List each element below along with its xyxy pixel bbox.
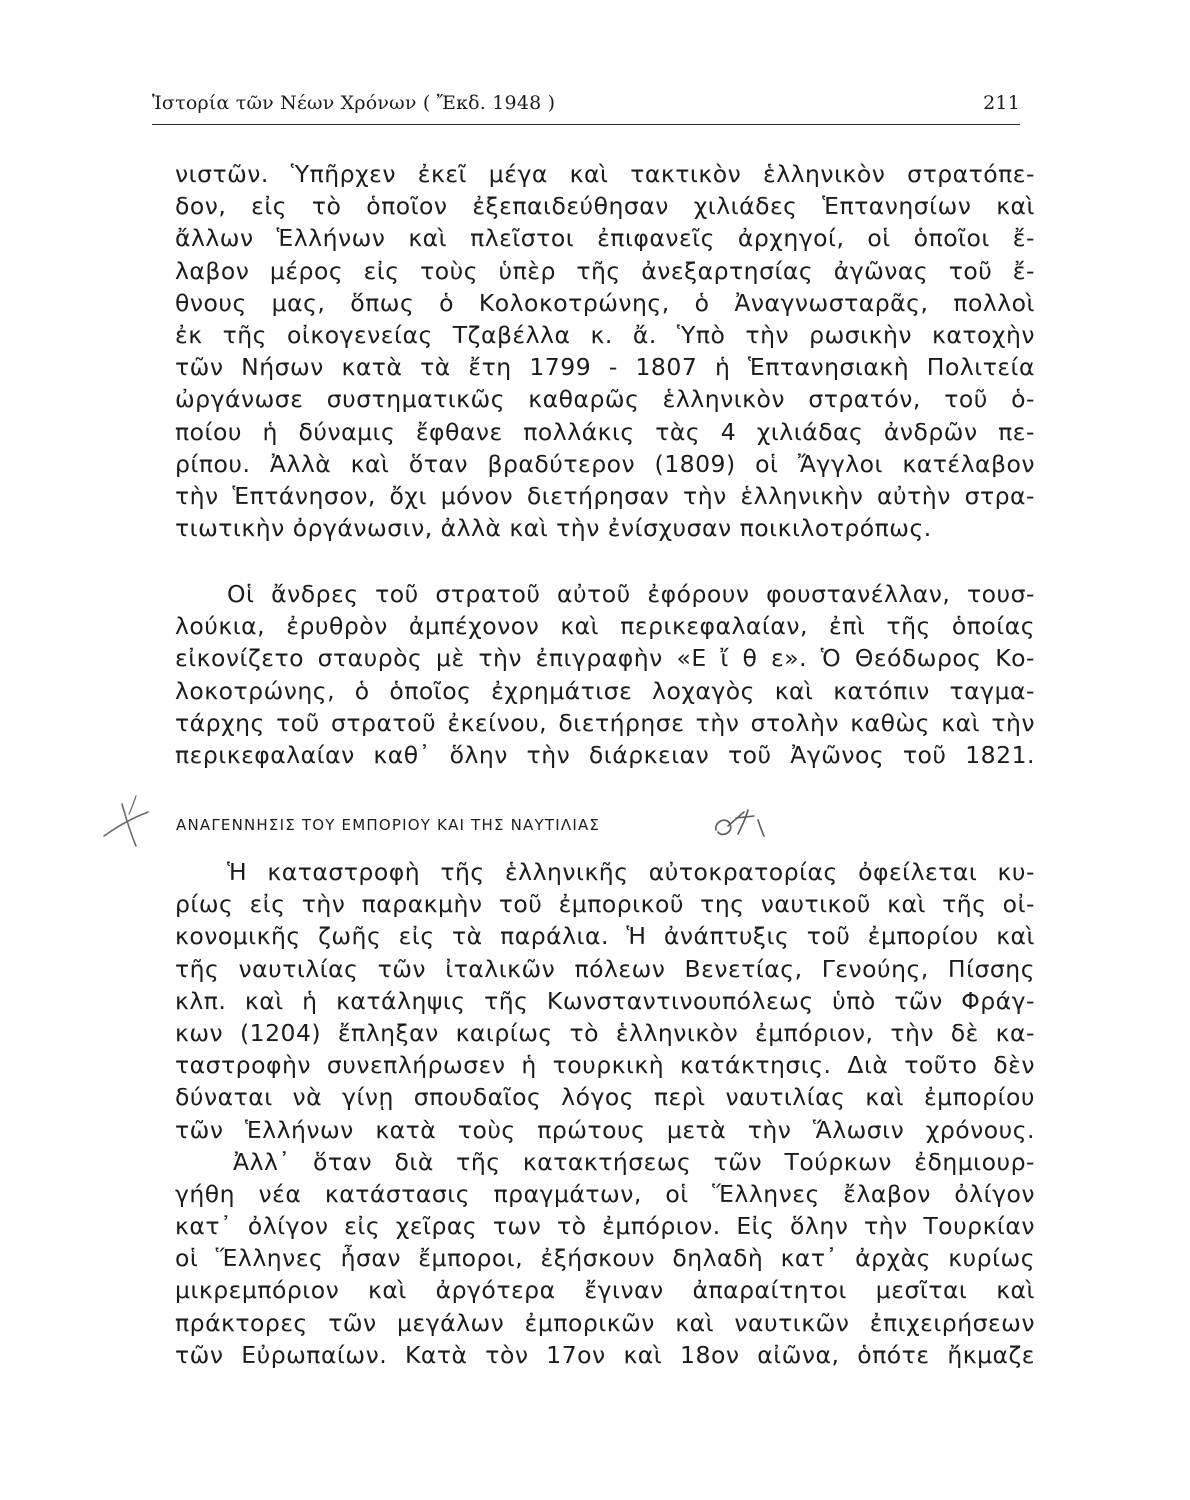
text-line: μικρεμπόριον καὶ ἀργότερα ἔγιναν ἀπαραίτητοι μεσῖται καὶ [175,1276,1035,1305]
text-line: θνους μας, ὅπως ὁ Κολοκοτρώνης, ὁ Ἀναγνωσταρᾶς, πολλοὶ [175,288,1035,317]
text-line: οἱ Ἕλληνες ἦσαν ἔμποροι, ἐξήσκουν δηλαδὴ κατ᾿ ἀρχὰς κυρίως [175,1244,1035,1273]
text-line: εἰκονίζετο σταυρὸς μὲ τὴν ἐπιγραφὴν «Ε ἴ θ ε». Ὁ Θεόδωρος Κο- [175,644,1035,673]
text-line: Ἡ καταστροφὴ τῆς ἑλληνικῆς αὐτοκρατορίας ὀφείλεται κυ- [227,858,1035,886]
text-line: τῶν Νήσων κατὰ τὰ ἔτη 1799 - 1807 ἡ Ἑπτανησιακὴ Πολιτεία [175,353,1035,382]
text-line: τὴν Ἑπτάνησον, ὄχι μόνον διετήρησαν τὴν ἑλληνικὴν αὐτὴν στρα- [175,481,1035,510]
text-line: πράκτορες τῶν μεγάλων ἐμπορικῶν καὶ ναυτικῶν ἐπιχειρήσεων [175,1308,1035,1337]
running-header [152,92,1020,118]
page-number: 211 [983,92,1020,114]
text-line: τιωτικὴν ὀργάνωσιν, ἀλλὰ καὶ τὴν ἐνίσχυσαν ποικιλοτρόπως. [175,514,932,543]
text-line: τῆς ναυτιλίας τῶν ἰταλικῶν πόλεων Βενετίας, Γενούης, Πίσσης [175,954,1035,983]
handwritten-cross-mark [96,792,156,852]
text-line: τάρχης τοῦ στρατοῦ ἐκείνου, διετήρησε τὴν στολὴν καθὼς καὶ τὴν [175,708,1035,737]
text-line: λοκοτρώνης, ὁ ὁποῖος ἐχρημάτισε λοχαγὸς καὶ κατόπιν ταγμα- [175,676,1035,705]
text-line: τῶν Ἑλλήνων κατὰ τοὺς πρώτους μετὰ τὴν Ἅλωσιν χρόνους. [175,1115,1035,1144]
text-line: κατ᾿ ὀλίγον εἰς χεῖρας των τὸ ἐμπόριον. Εἰς ὅλην τὴν Τουρκίαν [175,1212,1035,1241]
text-line: δον, εἰς τὸ ὁποῖον ἐξεπαιδεύθησαν χιλιάδες Ἑπτανησίων καὶ [175,192,1035,221]
text-line: κονομικῆς ζωῆς εἰς τὰ παράλια. Ἡ ἀνάπτυξις τοῦ ἐμπορίου καὶ [175,922,1035,951]
text-line: ὠργάνωσε συστηματικῶς καθαρῶς ἑλληνικὸν στρατόν, τοῦ ὁ- [175,385,1035,414]
text-line: δύναται νὰ γίνῃ σπουδαῖος λόγος περὶ ναυτιλίας καὶ ἐμπορίου [175,1083,1035,1112]
text-line: λαβον μέρος εἰς τοὺς ὑπὲρ τῆς ἀνεξαρτησίας ἀγῶνας τοῦ ἔ- [175,256,1035,285]
text-line: κων (1204) ἔπληξαν καιρίως τὸ ἑλληνικὸν ἐμπόριον, τὴν δὲ κα- [175,1018,1035,1047]
text-line: Οἱ ἄνδρες τοῦ στρατοῦ αὐτοῦ ἐφόρουν φουστανέλλαν, τουσ- [227,580,1035,608]
header-title: Ἱστορία τῶν Νέων Χρόνων ( Ἔκδ. 1948 ) [152,92,556,114]
paragraph-2 [175,578,1035,771]
text-line: ρίως εἰς τὴν παρακμὴν τοῦ ἐμπορικοῦ της ναυτικοῦ καὶ τῆς οἰ- [175,890,1035,919]
text-line: περικεφαλαίαν καθ᾿ ὅλην τὴν διάρκειαν τοῦ Ἀγῶνος τοῦ 1821. [175,740,1035,769]
handwritten-note [712,804,772,844]
text-line: γήθη νέα κατάστασις πραγμάτων, οἱ Ἕλληνες ἔλαβον ὀλίγον [175,1179,1035,1208]
text-line: λούκια, ἐρυθρὸν ἀμπέχονον καὶ περικεφαλαίαν, ἐπὶ τῆς ὁποίας [175,612,1035,641]
section-heading: ΑΝΑΓΕΝΝΗΣΙΣ ΤΟΥ ΕΜΠΟΡΙΟΥ ΚΑΙ ΤΗΣ ΝΑΥΤΙΛΙΑΣ [176,816,601,834]
text-line: ταστροφὴν συνεπλήρωσεν ἡ τουρκικὴ κατάκτησις. Διὰ τοῦτο δὲν [175,1051,1035,1080]
paragraph-1 [175,158,1035,544]
header-rule [152,124,1020,125]
text-line: τῶν Εὐρωπαίων. Κατὰ τὸν 17ον καὶ 18ον αἰῶνα, ὁπότε ἤκμαζε [175,1340,1035,1369]
paragraph-3 [175,856,1035,1371]
handwritten-note-text: ὅτι [742,843,744,844]
text-line: Ἀλλ᾿ ὅταν διὰ τῆς κατακτήσεως τῶν Τούρκων ἐδημιουρ- [233,1147,1035,1176]
text-line: κλπ. καὶ ἡ κατάληψις τῆς Κωνσταντινουπόλεως ὑπὸ τῶν Φράγ- [175,986,1035,1015]
text-line: ποίου ἡ δύναμις ἔφθανε πολλάκις τὰς 4 χιλιάδας ἀνδρῶν πε- [175,417,1035,446]
text-line: ρίπου. Ἀλλὰ καὶ ὅταν βραδύτερον (1809) οἱ Ἄγγλοι κατέλαβον [175,449,1035,478]
text-line: ἐκ τῆς οἰκογενείας Τζαβέλλα κ. ἄ. Ὑπὸ τὴν ρωσικὴν κατοχὴν [175,320,1035,349]
text-line: ἄλλων Ἑλλήνων καὶ πλεῖστοι ἐπιφανεῖς ἀρχηγοί, οἱ ὁποῖοι ἔ- [175,224,1035,253]
text-line: νιστῶν. Ὑπῆρχεν ἐκεῖ μέγα καὶ τακτικὸν ἑλληνικὸν στρατόπε- [175,160,1035,188]
